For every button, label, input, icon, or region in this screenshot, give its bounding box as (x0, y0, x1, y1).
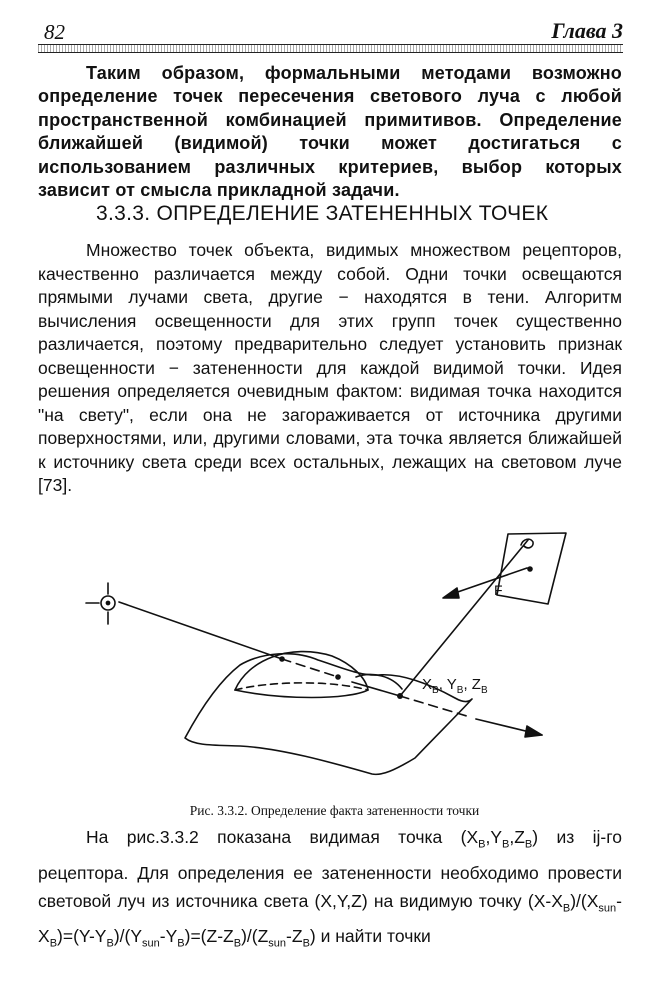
arrowhead-icon (443, 588, 459, 598)
label-sub: B (432, 685, 439, 696)
paragraph-intro: Таким образом, формальными методами возможно определение точек пересечения светового луча с любой пространственной комбинацией примитивов. Определение ближайшей (видимой) точки может достигаться с использованием различных критериев, выбор которых зависит от смысла прикладной задачи. (38, 63, 622, 201)
label-sub: B (480, 685, 488, 696)
chapter-title: Глава 3 (551, 18, 623, 43)
label-f: F (494, 582, 503, 598)
section-heading: 3.3.3. ОПРЕДЕЛЕНИЕ ЗАТЕНЕННЫХ ТОЧЕК (96, 202, 549, 225)
figure-caption: Рис. 3.3.2. Определение факта затененности точки (189, 803, 480, 818)
label-sub: B (456, 685, 464, 696)
light-ray (119, 602, 282, 659)
label-x: X (422, 676, 433, 693)
intersection-point (279, 656, 285, 662)
surface-sheet (185, 654, 472, 775)
visible-point (397, 693, 403, 699)
label-y: Y (446, 676, 457, 693)
intersection-point (335, 674, 341, 680)
receptor-point (527, 566, 533, 572)
view-ray (400, 540, 528, 696)
light-source-icon (86, 583, 115, 624)
running-header (38, 16, 623, 46)
arrowhead-icon (525, 726, 542, 737)
header-rule (38, 44, 623, 53)
svg-text:XB, YB, ZB: $X_B$, $Y_B$, $Z_B$ (422, 676, 488, 696)
figure-shadow-diagram (0, 520, 669, 805)
label-z: Z (471, 676, 481, 693)
paragraph-shadow-points: Множество точек объекта, видимых множеством рецепторов, качественно различается между собой. Одни точки освещаются прямыми лучами света, другие − находятся в тени. Алгоритм вычисления освещенности для этих групп точек существенно различается, поэтому предварительно следует установить признак освещенности − затененности для каждой видимой точки. Идея решения определяется очевидным фактом: видимая точка находится "на свету", если она не загораживается от источника другими поверхностями, или, другими словами, эта точка является ближайшей к источнику света среди всех остальных, лежащих на световом луче [73]. (38, 240, 622, 495)
paragraph-figure-description: На рис.3.3.2 показана видимая точка $(X_B,Y_B,Z_B)$ из ij-го рецептора. Для определения ее затененности необходимо провести световой луч из источника света (X,Y,Z) на видимую точку $(X-X_B)/(X_{sun}-X_B)=(Y-Y_B)/(Y_{sun}-Y_B)=(Z-Z_B)/(Z_{sun}-Z_B)$ и найти точки (38, 827, 622, 950)
page-number: 82 (44, 20, 65, 44)
